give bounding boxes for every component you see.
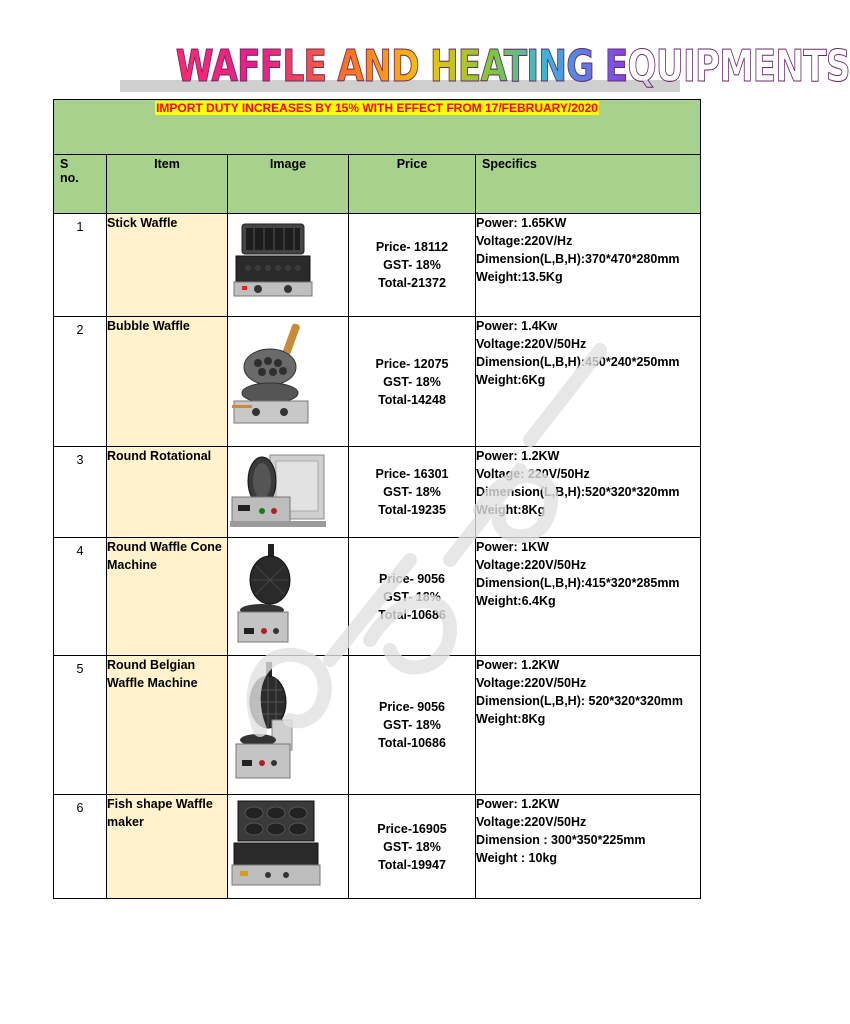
row-item: Bubble Waffle (107, 317, 228, 447)
row-specifics (476, 447, 701, 538)
spec-power: Power: 1.2KW (476, 658, 560, 672)
spec-voltage: Voltage:220V/50Hz (476, 558, 587, 572)
gst-value: GST- 18% (383, 485, 441, 499)
price-value: Price-16905 (377, 821, 447, 836)
spec-weight: Weight:13.5Kg (476, 270, 563, 284)
product-image (228, 214, 349, 317)
gst-value: GST- 18% (383, 589, 441, 604)
spec-power: Power: 1.4Kw (476, 319, 558, 333)
spec-voltage: Voltage:220V/50Hz (476, 815, 587, 829)
row-specifics (476, 317, 701, 447)
row-price (349, 656, 476, 795)
header-price: Price (349, 155, 476, 214)
table-row (54, 317, 701, 447)
table-row (54, 656, 701, 795)
header-row (54, 155, 701, 214)
import-duty-banner: IMPORT DUTY INCREASES BY 15% WITH EFFECT FROM 17/FEBRUARY/2020 (156, 101, 598, 115)
spec-weight: Weight : 10kg (476, 851, 558, 865)
header-sno: S no. (54, 155, 107, 214)
total-value: Total-19947 (378, 857, 446, 872)
product-image (228, 538, 349, 656)
header-item: Item (107, 155, 228, 214)
title-area (112, 38, 850, 98)
row-item: Fish shape Waffle maker (107, 795, 228, 899)
header-specifics: Specifics (476, 155, 701, 214)
price-value: Price- 16301 (375, 467, 449, 481)
spec-power: Power: 1.2KW (476, 797, 560, 811)
row-price (349, 447, 476, 538)
gst-value: GST- 18% (383, 718, 441, 732)
stick-waffle-machine-icon (228, 218, 318, 308)
row-item: Round Belgian Waffle Machine (107, 656, 228, 795)
spec-voltage: Voltage:220V/50Hz (476, 337, 587, 351)
table-row (54, 447, 701, 538)
product-image (228, 317, 349, 447)
row-item: Round Rotational (107, 447, 228, 538)
spec-power: Power: 1.2KW (476, 449, 560, 463)
total-value: Total-19235 (378, 503, 446, 517)
row-item: Round Waffle Cone Machine (107, 538, 228, 656)
spec-power: Power: 1.65KW (476, 216, 567, 230)
table-row (54, 795, 701, 899)
spec-weight: Weight:6.4Kg (476, 594, 556, 608)
total-value: Total-14248 (378, 392, 446, 407)
row-price (349, 214, 476, 317)
row-sno: 2 (54, 317, 107, 447)
row-specifics (476, 538, 701, 656)
gst-value: GST- 18% (383, 839, 441, 854)
bubble-waffle-machine-icon (228, 321, 320, 433)
round-rotational-machine-icon (228, 451, 328, 531)
spec-voltage: Voltage:220V/50Hz (476, 676, 587, 690)
row-specifics (476, 214, 701, 317)
spec-weight: Weight:8Kg (476, 503, 546, 517)
spec-power: Power: 1KW (476, 540, 549, 554)
price-value: Price- 9056 (378, 571, 446, 586)
product-image (228, 795, 349, 899)
product-image (228, 656, 349, 795)
spec-voltage: Voltage: 220V/50Hz (476, 467, 590, 481)
price-value: Price- 18112 (375, 240, 449, 254)
row-price (349, 795, 476, 899)
row-price (349, 317, 476, 447)
total-value: Total-21372 (378, 276, 446, 290)
row-sno: 5 (54, 656, 107, 795)
row-specifics (476, 656, 701, 795)
row-sno: 1 (54, 214, 107, 317)
spec-dimension: Dimension(L,B,H):520*320*320mm (476, 485, 680, 499)
price-table (53, 99, 701, 899)
row-item: Stick Waffle (107, 214, 228, 317)
spec-dimension: Dimension(L,B,H): 520*320*320mm (476, 694, 684, 708)
row-sno: 6 (54, 795, 107, 899)
spec-voltage: Voltage:220V/Hz (476, 234, 573, 248)
product-image (228, 447, 349, 538)
spec-weight: Weight:6Kg (476, 373, 546, 387)
gst-value: GST- 18% (383, 374, 441, 389)
spec-weight: Weight:8Kg (476, 712, 546, 726)
table-row (54, 538, 701, 656)
fish-waffle-machine-icon (228, 799, 324, 893)
spec-dimension: Dimension(L,B,H):370*470*280mm (476, 252, 680, 266)
header-image: Image (228, 155, 349, 214)
belgian-waffle-machine-icon (228, 660, 298, 786)
row-specifics (476, 795, 701, 899)
price-value: Price- 9056 (378, 700, 446, 714)
spec-dimension: Dimension(L,B,H):415*320*285mm (476, 576, 680, 590)
row-sno: 3 (54, 447, 107, 538)
price-value: Price- 12075 (375, 356, 449, 371)
spec-dimension: Dimension(L,B,H):450*240*250mm (476, 355, 680, 369)
banner-row (54, 100, 701, 155)
spec-dimension: Dimension : 300*350*225mm (476, 833, 646, 847)
row-sno: 4 (54, 538, 107, 656)
table-row (54, 214, 701, 317)
row-price (349, 538, 476, 656)
cone-waffle-machine-icon (228, 542, 298, 648)
total-value: Total-10686 (378, 736, 446, 750)
page-title: WAFFLE AND HEATING EQUIPMENTS (176, 38, 628, 96)
total-value: Total-10686 (378, 607, 446, 622)
gst-value: GST- 18% (383, 258, 441, 272)
